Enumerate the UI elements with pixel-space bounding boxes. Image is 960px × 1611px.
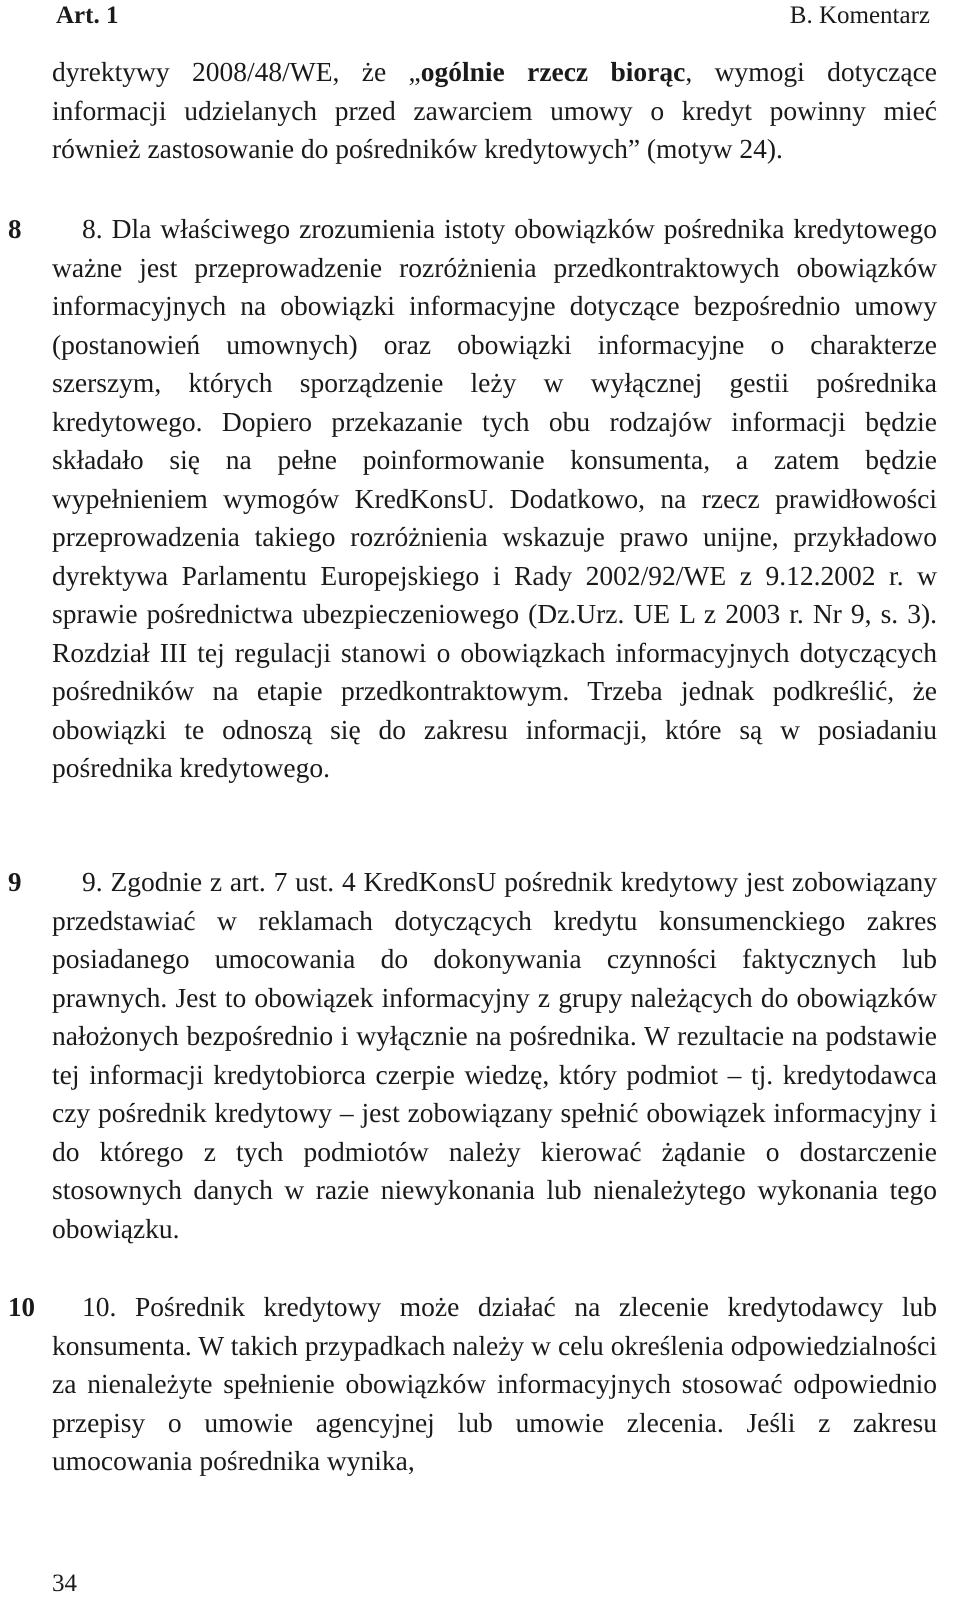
intro-text: dyrektywy 2008/48/WE, że „ogólnie rzecz biorąc, wymogi dotyczące informacji udzielanych przed zawarciem umowy o kredyt powinny mieć również zastosowanie do pośredników kredytowych” (motyw 24). bbox=[52, 56, 937, 164]
section-9 bbox=[52, 863, 937, 1264]
margin-number-9: 9 bbox=[8, 867, 22, 897]
intro-paragraph bbox=[52, 53, 937, 185]
margin-number-8: 8 bbox=[8, 214, 22, 244]
section-8-text: 8. Dla właściwego zrozumienia istoty obowiązków pośrednika kredytowego ważne jest przeprowadzenie rozróżnienia przedkontraktowych obowiązków informacyjnych na obowiązki informacyjne dotyczące bezpośrednio umowy (postanowień umownych) oraz obowiązki informacyjne o charakterze szerszym, których sporządzenie leży w wyłącznej gestii pośrednika kredytowego. Dopiero przekazanie tych obu rodzajów informacji będzie składało się na pełne poinformowanie konsumenta, a zatem będzie wypełnieniem wymogów KredKonsU. Dodatkowo, na rzecz prawidłowości przeprowadzenia takiego rozróżnienia wskazuje prawo unijne, przykładowo dyrektywa Parlamentu Europejskiego i Rady 2002/92/WE z 9.12.2002 r. w sprawie pośrednictwa ubezpieczeniowego (Dz.Urz. UE L z 2003 r. Nr 9, s. 3). Rozdział III tej regulacji stanowi o obowiązkach informacyjnych dotyczących pośredników na etapie przedkontraktowym. Trzeba jednak podkreślić, że obowiązki te odnoszą się do zakresu informacji, które są w posiadaniu pośrednika kredytowego. bbox=[52, 213, 937, 783]
section-8 bbox=[52, 210, 937, 804]
page-number: 34 bbox=[52, 1570, 77, 1597]
header-section: B. Komentarz bbox=[789, 2, 930, 29]
header-article: Art. 1 bbox=[56, 2, 119, 29]
section-9-text: 9. Zgodnie z art. 7 ust. 4 KredKonsU pośrednik kredytowy jest zobowiązany przedstawiać w reklamach dotyczących kredytu konsumenckiego zakres posiadanego umocowania do dokonywania czynności faktycznych lub prawnych. Jest to obowiązek informacyjny z grupy należących do obowiązków nałożonych bezpośrednio i wyłącznie na pośrednika. W rezultacie na podstawie tej informacji kredytobiorca czerpie wiedzę, który podmiot – tj. kredytodawca czy pośrednik kredytowy – jest zobowiązany spełnić obowiązek informacyjny i do którego z tych podmiotów należy kierować żądanie o dostarczenie stosownych danych w razie niewykonania lub nienależytego wykonania tego obowiązku. bbox=[52, 866, 937, 1244]
margin-number-10: 10 bbox=[8, 1292, 35, 1322]
emphasis: ogólnie rzecz biorąc bbox=[420, 56, 686, 87]
section-10-text: 10. Pośrednik kredytowy może działać na zlecenie kredytodawcy lub konsumenta. W takich przypadkach należy w celu określenia odpowiedzialności za nienależyte spełnienie obowiązków informacyjnych stosować odpowiednio przepisy o umowie agencyjnej lub umowie zlecenia. Jeśli z zakresu umocowania pośrednika wynika, bbox=[52, 1291, 937, 1476]
running-header bbox=[0, 0, 960, 40]
section-10 bbox=[52, 1288, 937, 1497]
